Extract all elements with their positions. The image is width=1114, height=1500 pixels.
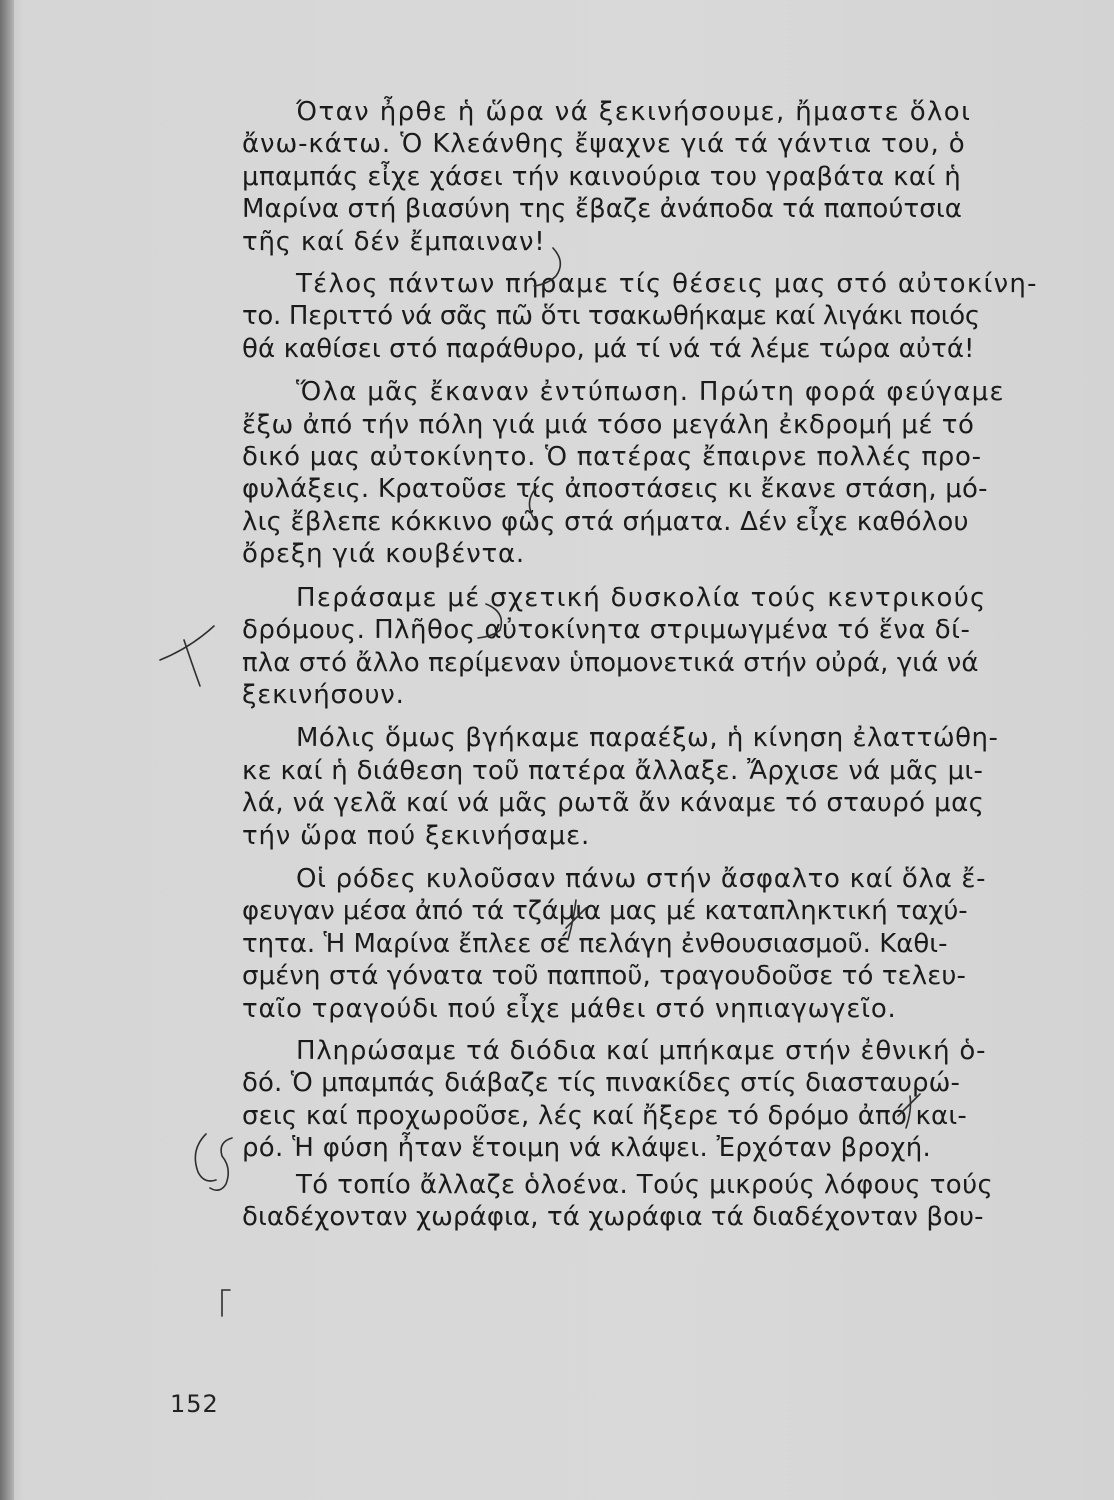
text-line: ἔξω ἀπό τήν πόλη γιά μιά τόσο μεγάλη ἐκδρομή μέ τό [242, 409, 975, 440]
text-line: τητα. Ἡ Μαρίνα ἔπλεε σέ πελάγη ἐνθουσιασμοῦ. Καθι- [242, 928, 948, 959]
text-line: φευγαν μέσα ἀπό τά τζάμια μας μέ καταπληκτική ταχύ- [242, 896, 968, 927]
text-line: Μαρίνα στή βιασύνη της ἔβαζε ἀνάποδα τά παπούτσια [242, 194, 962, 225]
text-line: ξεκινήσουν. [242, 679, 405, 710]
text-line: σμένη στά γόνατα τοῦ παπποῦ, τραγουδοῦσε τό τελευ- [242, 961, 967, 992]
text-line: φυλάξεις. Κρατοῦσε τίς ἀποστάσεις κι ἔκανε στάση, μό- [242, 474, 988, 505]
text-line: ὄρεξη γιά κουβέντα. [242, 539, 525, 570]
pen-letter-mark [195, 1134, 216, 1181]
pen-cross-mark [566, 908, 586, 928]
pen-bracket-mark [222, 1290, 230, 1316]
text-line: κε καί ἡ διάθεση τοῦ πατέρα ἄλλαξε. Ἄρχισε νά μᾶς μι- [242, 755, 984, 786]
text-line: λά, νά γελᾶ καί νά μᾶς ρωτᾶ ἄν κάναμε τό σταυρό μας [242, 788, 985, 819]
pen-letter-mark [210, 1138, 232, 1190]
text-line: δρόμους. Πλῆθος αὐτοκίνητα στριμωγμένα τό ἕνα δί- [242, 615, 971, 646]
text-line: τήν ὥρα πού ξεκινήσαμε. [242, 820, 591, 851]
text-line: τῆς καί δέν ἔμπαιναν! [242, 226, 546, 257]
pen-cross-mark [906, 1096, 911, 1128]
text-line: μπαμπάς εἶχε χάσει τήν καινούρια του γραβάτα καί ἡ [242, 161, 962, 192]
text-line: ἄνω-κάτω. Ὁ Κλεάνθης ἔψαχνε γιά τά γάντια του, ὁ [242, 129, 966, 160]
text-line: Οἱ ρόδες κυλοῦσαν πάνω στήν ἄσφαλτο καί ὅλα ἔ- [296, 863, 987, 894]
text-line: Περάσαμε μέ σχετική δυσκολία τούς κεντρικούς [296, 582, 987, 613]
text-line: το. Περιττό νά σᾶς πῶ ὅτι τσακωθήκαμε καί λιγάκι ποιός [242, 301, 980, 332]
pen-cross-mark [160, 626, 214, 660]
pen-bracket-mark [534, 248, 560, 286]
text-line: δό. Ὁ μπαμπάς διάβαζε τίς πινακίδες στίς διασταυρώ- [242, 1068, 960, 1099]
pen-cross-mark [184, 640, 200, 686]
text-line: Ὅλα μᾶς ἔκαναν ἐντύπωση. Πρώτη φορά φεύγαμε [296, 377, 1005, 408]
text-line: ταῖο τραγούδι πού εἶχε μάθει στό νηπιαγωγεῖο. [242, 993, 897, 1024]
text-line: πλα στό ἄλλο περίμεναν ὑπομονετικά στήν οὐρά, γιά νά [242, 647, 979, 678]
text-line: θά καθίσει στό παράθυρο, μά τί νά τά λέμε τώρα αὐτά! [242, 333, 975, 364]
text-line: Όταν ἦρθε ἡ ὥρα νά ξεκινήσουμε, ἤμαστε ὅλοι [296, 97, 972, 127]
text-line: διαδέχονταν χωράφια, τά χωράφια τά διαδέχονταν βου- [242, 1202, 984, 1232]
text-line: Τέλος πάντων πήραμε τίς θέσεις μας στό αὐτοκίνη- [296, 269, 1038, 300]
text-line: Πληρώσαμε τά διόδια καί μπήκαμε στήν ἐθνική ὁ- [296, 1035, 987, 1066]
text-line: λις ἔβλεπε κόκκινο φῶς στά σήματα. Δέν εἶχε καθόλου [242, 506, 969, 537]
text-line: Τό τοπίο ἄλλαζε ὁλοένα. Τούς μικρούς λόφους τούς [296, 1169, 994, 1200]
pen-bracket-mark [478, 604, 501, 638]
pen-paren-mark [529, 486, 538, 522]
text-line: Μόλις ὅμως βγήκαμε παραέξω, ἡ κίνηση ἐλαττώθη- [296, 723, 999, 754]
text-line: σεις καί προχωροῦσε, λές καί ἤξερε τό δρόμο ἀπό και- [242, 1100, 967, 1131]
text-line: δικό μας αὐτοκίνητο. Ὁ πατέρας ἔπαιρνε πολλές προ- [242, 442, 982, 473]
text-line: ρό. Ἡ φύση ἦταν ἕτοιμη νά κλάψει. Ἐρχόταν βροχή. [242, 1133, 932, 1164]
page-number: 152 [170, 1390, 219, 1418]
